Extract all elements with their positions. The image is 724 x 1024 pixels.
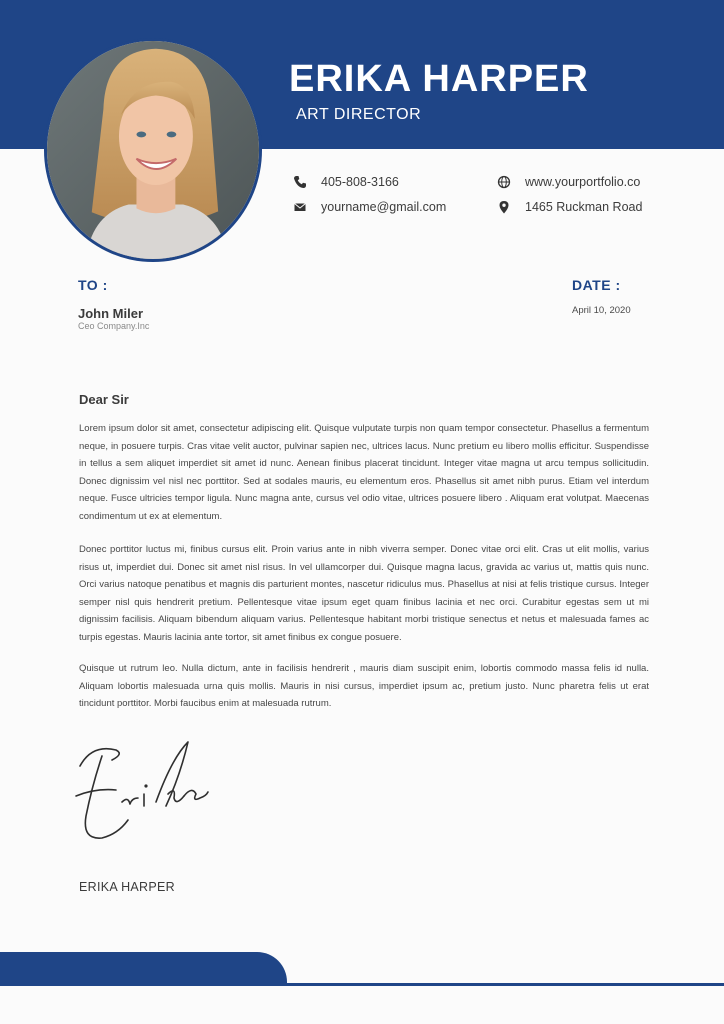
applicant-role: ART DIRECTOR — [296, 106, 422, 123]
applicant-name: ERIKA HARPER — [289, 58, 589, 100]
phone-icon — [293, 175, 307, 189]
profile-photo — [44, 38, 262, 262]
mail-icon — [293, 200, 307, 214]
recipient-company: Ceo Company.Inc — [78, 321, 150, 331]
phone-number: 405-808-3166 — [321, 175, 399, 189]
street-address: 1465 Ruckman Road — [525, 200, 643, 214]
website-contact — [497, 175, 640, 189]
footer-band — [0, 952, 287, 986]
footer-rule — [280, 983, 724, 986]
letter-paragraph-2: Donec porttitor luctus mi, finibus cursus elit. Proin varius ante in nibh viverra semper. Donec vitae orci elit. Cras ut elit mollis, varius risus ut, imperdiet dui. Donec sit amet nisl risus. In vel ullamcorper dui. Quisque magna lacus, gravida ac varius ut, mattis quis nunc. Orci varius natoque penatibus et magnis dis parturient montes, nascetur ridiculus mus. Phasellus at nisi at felis tristique cursus. Integer semper nisl quis hendrerit pretium. Pellentesque vitae ipsum eget quam finibus lacinia et nec orci. Curabitur egestas sem ut mi dignissim facilisis. Aliquam bibendum aliquam varius. Pellentesque habitant morbi tristique senectus et netus et malesuada fames ac turpis egestas. Mauris lacinia ante tortor, sit amet finibus ex congue posuere. — [79, 544, 649, 643]
website-url: www.yourportfolio.co — [525, 175, 641, 189]
phone-contact — [293, 175, 399, 189]
letter-paragraph-3: Quisque ut rutrum leo. Nulla dictum, ante in facilisis hendrerit , mauris diam suscipit enim, lobortis commodo massa felis id nulla. Aliquam lobortis malesuada urna quis mollis. Mauris in nisi cursus, imperdiet ipsum ac, pretium justo. Nunc pharetra felis ut erat tincidunt porttitor. Morbi faucibus enim at malesuada rutrum. — [79, 663, 649, 710]
recipient-name: John Miler — [78, 306, 144, 321]
portrait-illustration — [47, 41, 259, 259]
location-pin-icon — [497, 200, 511, 214]
email-contact — [293, 200, 446, 214]
date-label: DATE : — [572, 277, 621, 293]
to-label: TO : — [78, 277, 108, 293]
handwritten-signature — [72, 736, 217, 848]
globe-icon — [497, 175, 511, 189]
letter-greeting: Dear Sir — [79, 392, 129, 407]
address-contact — [497, 200, 642, 214]
signer-name: ERIKA HARPER — [79, 880, 175, 894]
email-address: yourname@gmail.com — [321, 200, 447, 214]
letter-date: April 10, 2020 — [572, 305, 631, 316]
letter-paragraph-1: Lorem ipsum dolor sit amet, consectetur adipiscing elit. Quisque vulputate turpis non quam tempor consectetur. Phasellus a fermentum neque, in posuere turpis. Cras vitae velit auctor, pulvinar sapien nec, ultrices lacus. Nunc pretium eu libero mollis efficitur. Suspendisse in tellus a sem aliquet imperdiet sit amet id nunc. Aenean finibus placerat tincidunt. Integer vitae magna ut arcu tempus sollicitudin. Donec dignissim vel nisl nec porttitor. Sed at sodales mauris, eu elementum eros. Phasellus sit amet nibh purus. Etiam vel interdum neque. Fusce ultricies tempor ligula. Nunc magna ante, cursus vel odio vitae, ultrices posuere libero . Aliquam erat volutpat. Maecenas condimentum ut ex at elementum. — [79, 423, 649, 522]
